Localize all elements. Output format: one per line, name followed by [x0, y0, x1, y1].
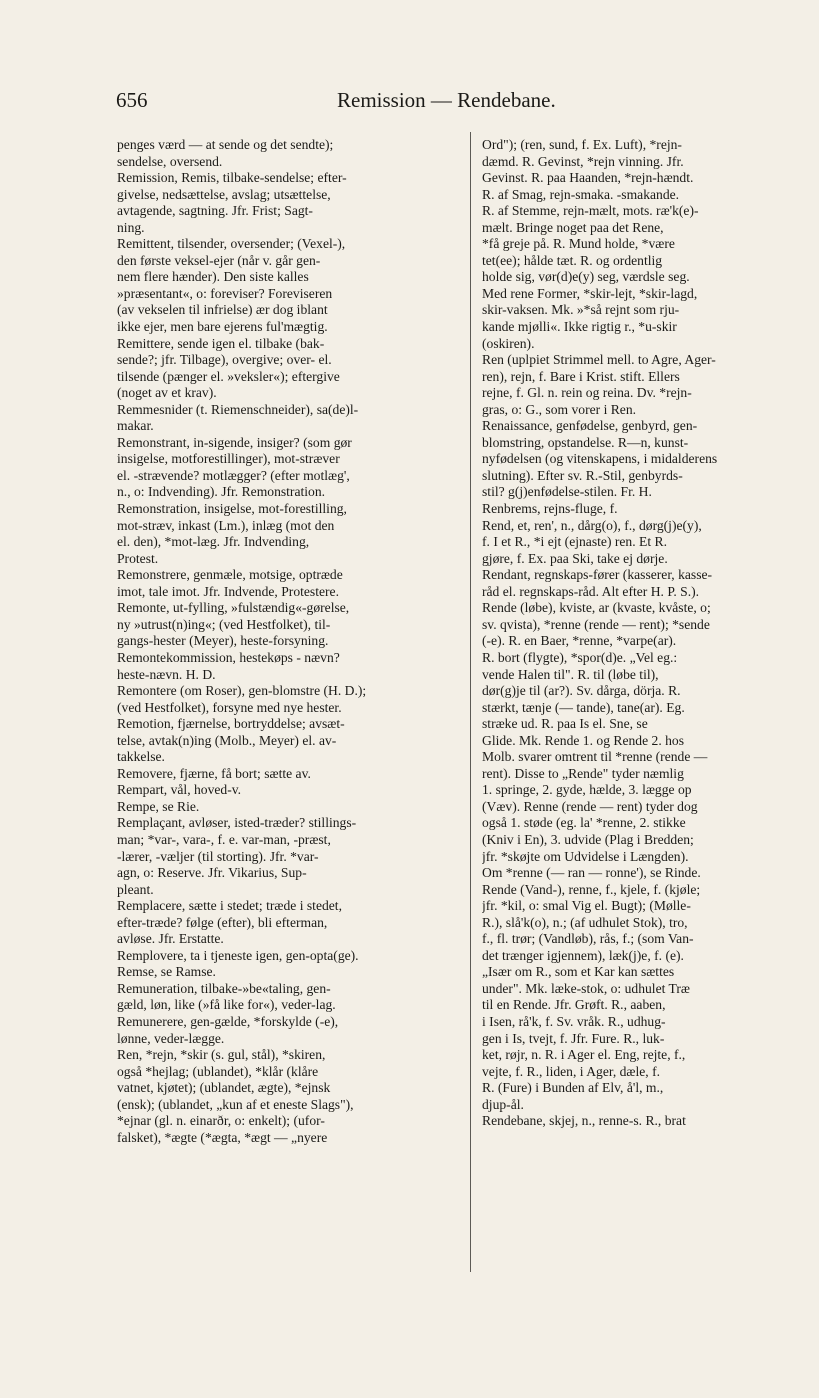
text-line: stræke ud. R. paa Is el. Sne, se — [482, 716, 648, 732]
text-line: slutning). Efter sv. R.-Stil, genbyrds- — [482, 467, 683, 483]
text-line: Remontekommission, hestekøps - nævn? — [117, 649, 340, 665]
text-line: vejte, f. R., liden, i Ager, dæle, f. — [482, 1063, 661, 1079]
text-line: Rempart, vål, hoved-v. — [117, 782, 242, 798]
text-line: Ord"); (ren, sund, f. Ex. Luft), *rejn- — [482, 137, 682, 152]
text-line: mælt. Bringe noget paa det Rene, — [482, 219, 664, 235]
text-line: Removere, fjærne, få bort; sætte av. — [117, 765, 311, 781]
text-line: Rend, et, ren', n., dårg(o), f., dørg(j)e(y), — [482, 517, 702, 533]
text-line: Remonte, ut-fylling, »fulstændig«-gørelse, — [117, 600, 350, 616]
text-line: Remonstration, insigelse, mot-forestilling, — [117, 501, 347, 517]
text-line: efter-træde? følge (efter), bli efterman, — [117, 914, 328, 930]
text-line: dør(g)je til (ar?). Sv. dårga, dörja. R. — [482, 683, 681, 699]
text-line: djup-ål. — [482, 1096, 524, 1112]
right-column — [482, 137, 816, 1130]
text-line: også 1. støde (eg. la' *renne, 2. stikke — [482, 815, 686, 831]
text-line: Remonstrere, genmæle, motsige, optræde — [117, 567, 343, 583]
text-line: stil? g(j)enfødelse-stilen. Fr. H. — [482, 484, 652, 500]
text-line: gras, o: G., som vorer i Ren. — [482, 401, 637, 417]
text-line: lønne, veder-lægge. — [117, 1030, 225, 1046]
text-line: „Især om R., som et Kar kan sættes — [482, 964, 675, 980]
text-line: tilsende (pænger el. »veksler«); eftergive — [117, 368, 340, 384]
text-line: råd el. regnskaps-råd. Alt efter H. P. S.). — [482, 583, 700, 599]
text-line: blomstring, opstandelse. R—n, kunst- — [482, 434, 689, 450]
text-line: rent). Disse to „Rende" tyder næmlig — [482, 765, 684, 781]
text-line: (-e). R. en Baer, *renne, *varpe(ar). — [482, 633, 677, 649]
text-line: Remmesnider (t. Riemenschneider), sa(de)l- — [117, 401, 359, 417]
text-line: ikke ejer, men bare ejerens ful'mægtig. — [117, 319, 328, 335]
column-rule — [470, 132, 471, 1272]
text-line: Rendebane, skjej, n., renne-s. R., brat — [482, 1113, 686, 1129]
text-line: agn, o: Reserve. Jfr. Vikarius, Sup- — [117, 865, 307, 881]
text-line: el. den), *mot-læg. Jfr. Indvending, — [117, 534, 310, 550]
text-line: ket, røjr, n. R. i Ager el. Eng, rejte, f., — [482, 1047, 686, 1063]
text-line: ren), rejn, f. Bare i Krist. stift. Ellers — [482, 368, 680, 384]
text-line: Rende (Vand-), renne, f., kjele, f. (kjøle; — [482, 881, 701, 897]
text-line: dæmd. R. Gevinst, *rejn vinning. Jfr. — [482, 153, 684, 169]
text-line: f., fl. trør; (Vandløb), rås, f.; (som Van- — [482, 931, 694, 947]
text-line: sv. qvista), *renne (rende — rent); *sende — [482, 616, 710, 632]
text-line: Molb. svarer omtrent til *renne (rende — — [482, 749, 708, 765]
text-line: falsket), *ægte (*ægta, *ægt — „nyere — [117, 1129, 328, 1145]
text-line: Remplovere, ta i tjeneste igen, gen-opta(ge). — [117, 947, 359, 963]
text-line: mot-stræv, inkast (Lm.), inlæg (mot den — [117, 517, 335, 533]
text-line: f. I et R., *i ejt (ejnaste) ren. Et R. — [482, 534, 667, 550]
text-line: det trænger igjennem), læk(j)e, f. (e). — [482, 947, 684, 963]
text-line: kande mjølli«. Ikke rigtig r., *u-skir — [482, 319, 677, 335]
text-line: -lærer, -væljer (til storting). Jfr. *var- — [117, 848, 319, 864]
text-line: gangs-hester (Meyer), heste-forsyning. — [117, 633, 329, 649]
text-line: Remotion, fjærnelse, bortryddelse; avsæt- — [117, 716, 345, 732]
text-line: penges værd — at sende og det sendte); — [117, 137, 334, 152]
text-line: (ensk); (ublandet, „kun af et eneste Slags"), — [117, 1096, 354, 1112]
text-line: nem flere hænder). Den siste kalles — [117, 269, 309, 285]
text-line: Renaissance, genfødelse, genbyrd, gen- — [482, 418, 698, 434]
text-line: Glide. Mk. Rende 1. og Rende 2. hos — [482, 732, 684, 748]
text-line: Remse, se Ramse. — [117, 964, 216, 980]
text-line: gæld, løn, like (»få like for«), veder-lag. — [117, 997, 336, 1013]
text-line: Med rene Former, *skir-lejt, *skir-lagd, — [482, 285, 698, 301]
text-line: takkelse. — [117, 749, 165, 765]
text-line: jfr. *kil, o: smal Vig el. Bugt); (Mølle- — [482, 898, 691, 914]
text-line: avløse. Jfr. Erstatte. — [117, 931, 224, 947]
text-line: Remplaçant, avløser, isted-træder? stillings- — [117, 815, 357, 831]
text-line: R. bort (flygte), *spor(d)e. „Vel eg.: — [482, 649, 678, 665]
text-line: *ejnar (gl. n. einarðr, o: enkelt); (ufor- — [117, 1113, 325, 1129]
text-line: Ren, *rejn, *skir (s. gul, stål), *skiren, — [117, 1047, 326, 1063]
text-line: Ren (uplpiet Strimmel mell. to Agre, Ager- — [482, 352, 716, 368]
text-line: R.), slå'k(o), n.; (af udhulet Stok), tro, — [482, 914, 688, 930]
text-line: insigelse, motforestillinger), mot-stræver — [117, 451, 340, 467]
text-line: jfr. *skøjte om Udvidelse i Længden). — [482, 848, 689, 864]
text-line: i Isen, rå'k, f. Sv. vråk. R., udhug- — [482, 1013, 666, 1029]
running-title: Remission — Rendebane. — [337, 88, 556, 112]
text-line: man; *var-, vara-, f. e. var-man, -præst, — [117, 831, 331, 847]
text-line: gjøre, f. Ex. paa Ski, take ej dørje. — [482, 550, 668, 566]
text-line: Remittent, tilsender, oversender; (Vexel-), — [117, 236, 346, 252]
text-line: (av vekselen til infrielse) ær dog iblant — [117, 302, 328, 318]
text-line: ny »utrust(n)ing«; (ved Hestfolket), til- — [117, 616, 331, 632]
text-line: til en Rende. Jfr. Grøft. R., aaben, — [482, 997, 666, 1013]
text-line: Rende (løbe), kviste, ar (kvaste, kvåste, o; — [482, 600, 711, 616]
text-line: sendelse, oversend. — [117, 153, 223, 169]
left-column — [117, 137, 460, 1146]
text-line: givelse, nedsættelse, avslag; utsættelse, — [117, 186, 331, 202]
text-line: Protest. — [117, 550, 159, 566]
text-line: *få greje på. R. Mund holde, *være — [482, 236, 675, 252]
text-line: (noget av et krav). — [117, 385, 217, 401]
text-line: Remittere, sende igen el. tilbake (bak- — [117, 335, 325, 351]
text-line: R. (Fure) i Bunden af Elv, å'l, m., — [482, 1080, 664, 1096]
text-line: el. -strævende? motlægger? (efter motlæg', — [117, 467, 350, 483]
text-line: ning. — [117, 219, 145, 235]
text-line: Remunerere, gen-gælde, *forskylde (-e), — [117, 1013, 339, 1029]
page-header — [0, 84, 819, 118]
text-line: Remission, Remis, tilbake-sendelse; efter- — [117, 170, 347, 186]
text-line: rejne, f. Gl. n. rein og reina. Dv. *rejn- — [482, 385, 692, 401]
text-line: pleant. — [117, 881, 154, 897]
text-line: gen i Is, tvejt, f. Jfr. Fure. R., luk- — [482, 1030, 665, 1046]
text-line: Rempe, se Rie. — [117, 798, 200, 814]
text-line: 1. springe, 2. gyde, hælde, 3. lægge op — [482, 782, 692, 798]
text-line: R. af Stemme, rejn-mælt, mots. ræ'k(e)- — [482, 203, 699, 219]
text-line: holde sig, vør(d)e(y) seg, værdsle seg. — [482, 269, 690, 285]
text-line: telse, avtak(n)ing (Molb., Meyer) el. av- — [117, 732, 337, 748]
text-line: avtagende, sagtning. Jfr. Frist; Sagt- — [117, 203, 313, 219]
text-line: vatnet, kjøtet); (ublandet, ægte), *ejnsk — [117, 1080, 331, 1096]
text-line: Rendant, regnskaps-fører (kasserer, kasse- — [482, 567, 713, 583]
text-line: Remuneration, tilbake-»be«taling, gen- — [117, 980, 331, 996]
text-line: heste-nævn. H. D. — [117, 666, 216, 682]
text-line: Remontere (om Roser), gen-blomstre (H. D.); — [117, 683, 367, 699]
text-line: imot, tale imot. Jfr. Indvende, Protestere. — [117, 583, 339, 599]
text-line: stærkt, tænje (— tande), tane(ar). Eg. — [482, 699, 685, 715]
text-line: (Kniv i En), 3. udvide (Plag i Bredden; — [482, 831, 694, 847]
text-line: tet(ee); hålde tæt. R. og ordentlig — [482, 252, 663, 268]
page-number: 656 — [116, 88, 148, 112]
text-line: den første veksel-ejer (når v. går gen- — [117, 252, 321, 268]
text-line: makar. — [117, 418, 154, 434]
text-line: Remplacere, sætte i stedet; træde i stedet, — [117, 898, 342, 914]
text-line: Renbrems, rejns-fluge, f. — [482, 501, 618, 517]
text-line: »præsentant«, o: foreviser? Foreviseren — [117, 285, 333, 301]
text-line: vende Halen til". R. til (løbe til), — [482, 666, 659, 682]
text-line: også *hejlag; (ublandet), *klår (klåre — [117, 1063, 319, 1079]
text-line: Om *renne (— ran — ronne'), se Rinde. — [482, 865, 701, 881]
text-line: n., o: Indvending). Jfr. Remonstration. — [117, 484, 326, 500]
text-line: sende?; jfr. Tilbage), overgive; over- el. — [117, 352, 332, 368]
text-line: under". Mk. læke-stok, o: udhulet Træ — [482, 980, 690, 996]
text-line: (Væv). Renne (rende — rent) tyder dog — [482, 798, 698, 814]
text-line: (oskiren). — [482, 335, 535, 351]
text-line: skir-vaksen. Mk. »*så rejnt som rju- — [482, 302, 680, 318]
text-line: nyfødelsen (og vitenskapens, i midalderens — [482, 451, 718, 467]
text-line: (ved Hestfolket), forsyne med nye hester. — [117, 699, 342, 715]
text-line: R. af Smag, rejn-smaka. -smakande. — [482, 186, 680, 202]
text-line: Remonstrant, in-sigende, insiger? (som gør — [117, 434, 352, 450]
text-line: Gevinst. R. paa Haanden, *rejn-hændt. — [482, 170, 694, 186]
